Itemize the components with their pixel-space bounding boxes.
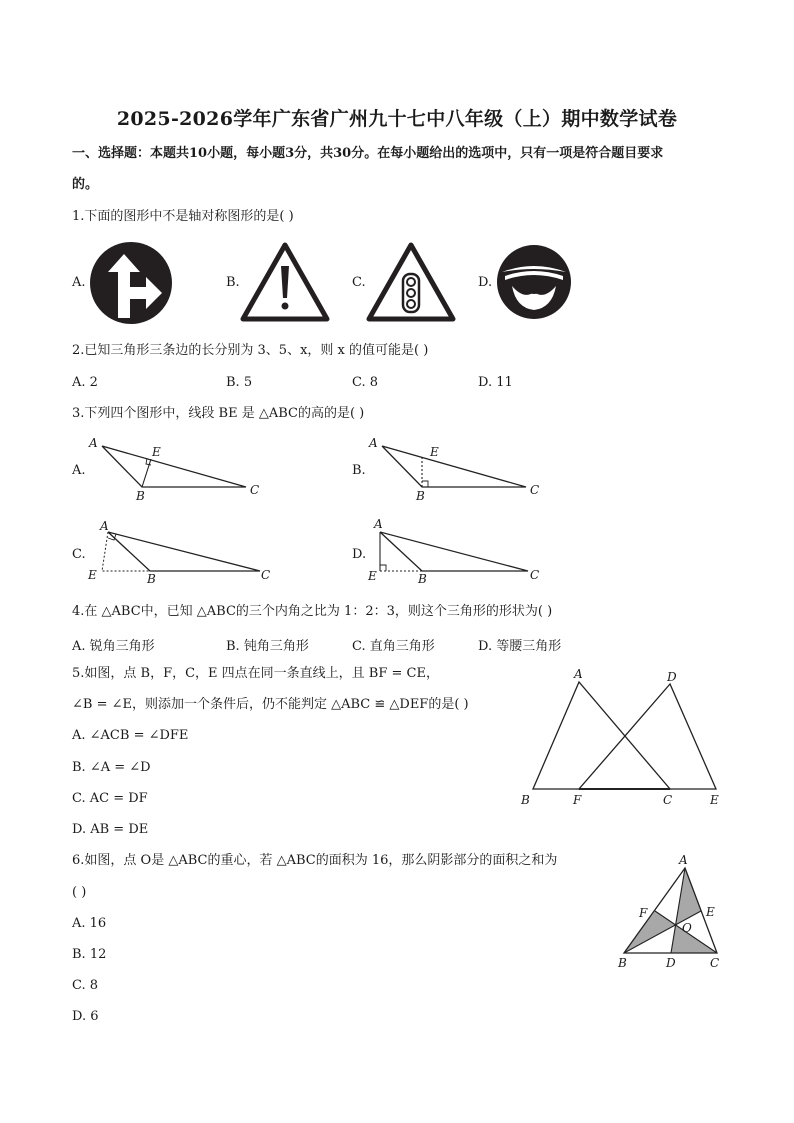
q1-label-a: A. — [72, 275, 86, 290]
section-heading-line1: 一、选择题：本题共10小题，每小题3分，共30分。在每小题给出的选项中，只有一项是符合题目要求 — [72, 146, 664, 161]
q5-option-d: D. AB = DE — [72, 822, 149, 837]
q3c-label-c: C — [261, 568, 271, 582]
q1-label-b: B. — [226, 275, 240, 290]
q3d-label-c: C — [530, 568, 540, 582]
traffic-light-warning-sign-icon — [366, 242, 456, 322]
q3b-label-e: E — [430, 445, 439, 459]
q5-option-b: B. ∠A = ∠D — [72, 760, 151, 775]
q3a-label-b: B — [136, 489, 145, 503]
page-title: 2025-2026学年广东省广州九十七中八年级（上）期中数学试卷 — [116, 108, 678, 130]
q4-option-a: A. 锐角三角形 — [72, 639, 155, 654]
q2-option-d: D. 11 — [478, 375, 513, 390]
q6-stem-line2: ( ) — [72, 885, 87, 900]
q6-stem-line1: 6.如图，点 O是 △ABC的重心，若 △ABC的面积为 16，那么阴影部分的面积之和为 — [72, 853, 558, 868]
q3d-label-b: B — [418, 572, 427, 586]
q1-label-d: D. — [478, 275, 493, 290]
q3-label-d: D. — [352, 547, 367, 562]
section-heading-line2: 的。 — [72, 177, 99, 192]
q3-stem: 3.下列四个图形中，线段 BE 是 △ABC的高的是( ) — [72, 406, 365, 421]
q5-figure — [515, 664, 725, 814]
q3-figure-b — [366, 432, 556, 504]
q5-label-d: D — [667, 670, 677, 684]
q6-label-f: F — [639, 906, 648, 920]
q3b-label-b: B — [416, 489, 425, 503]
q6-option-a: A. 16 — [72, 916, 107, 931]
q2-stem: 2.已知三角形三条边的长分别为 3、5、x，则 x 的值可能是( ) — [72, 343, 429, 358]
q1-label-c: C. — [352, 275, 366, 290]
q2-option-b: B. 5 — [226, 375, 253, 390]
q3a-label-a: A — [89, 436, 98, 450]
q5-stem-line1: 5.如图，点 B，F，C，E 四点在同一条直线上，且 BF = CE， — [72, 666, 439, 681]
q5-label-e: E — [710, 793, 719, 807]
q6-label-c: C — [710, 956, 720, 970]
q3-figure-d — [366, 516, 556, 588]
q3c-label-b: B — [147, 572, 156, 586]
q3-label-b: B. — [352, 463, 366, 478]
q1-stem: 1.下面的图形中不是轴对称图形的是( ) — [72, 209, 294, 224]
q3-figure-c — [86, 516, 276, 588]
q4-option-c: C. 直角三角形 — [352, 639, 435, 654]
q3b-label-a: A — [369, 436, 378, 450]
q6-label-o: O — [682, 921, 692, 935]
q3a-label-c: C — [250, 483, 260, 497]
q5-label-b: B — [521, 793, 530, 807]
q4-stem: 4.在 △ABC中，已知 △ABC的三个内角之比为 1：2：3，则这个三角形的形状为( ) — [72, 604, 553, 619]
q6-label-a: A — [679, 853, 688, 867]
q3c-label-e: E — [88, 568, 97, 582]
q5-label-c: C — [663, 793, 673, 807]
q6-label-d: D — [666, 956, 676, 970]
q3-label-c: C. — [72, 547, 86, 562]
q6-figure — [610, 850, 730, 975]
q3b-label-c: C — [530, 483, 540, 497]
q3-figure-a — [86, 432, 276, 504]
q5-option-c: C. AC = DF — [72, 791, 148, 806]
q6-label-b: B — [618, 956, 627, 970]
q6-option-d: D. 6 — [72, 1009, 99, 1024]
q5-label-a: A — [574, 667, 583, 681]
q6-label-e: E — [706, 905, 715, 919]
q4-option-d: D. 等腰三角形 — [478, 639, 562, 654]
q3c-label-a: A — [100, 519, 109, 533]
q3d-label-e: E — [368, 569, 377, 583]
exclamation-warning-sign-icon — [240, 242, 330, 322]
q5-option-a: A. ∠ACB = ∠DFE — [72, 728, 189, 743]
q3a-label-e: E — [152, 445, 161, 459]
q3d-label-a: A — [374, 517, 383, 531]
q3-label-a: A. — [72, 463, 86, 478]
q5-label-f: F — [573, 793, 582, 807]
right-turn-sign-icon — [88, 240, 174, 326]
q5-stem-line2: ∠B = ∠E，则添加一个条件后，仍不能判定 △ABC ≌ △DEF的是( ) — [72, 697, 469, 712]
q2-option-a: A. 2 — [72, 375, 98, 390]
emblem-logo-icon — [494, 242, 574, 322]
q6-option-b: B. 12 — [72, 947, 107, 962]
q4-option-b: B. 钝角三角形 — [226, 639, 309, 654]
q2-option-c: C. 8 — [352, 375, 379, 390]
q6-option-c: C. 8 — [72, 978, 99, 993]
